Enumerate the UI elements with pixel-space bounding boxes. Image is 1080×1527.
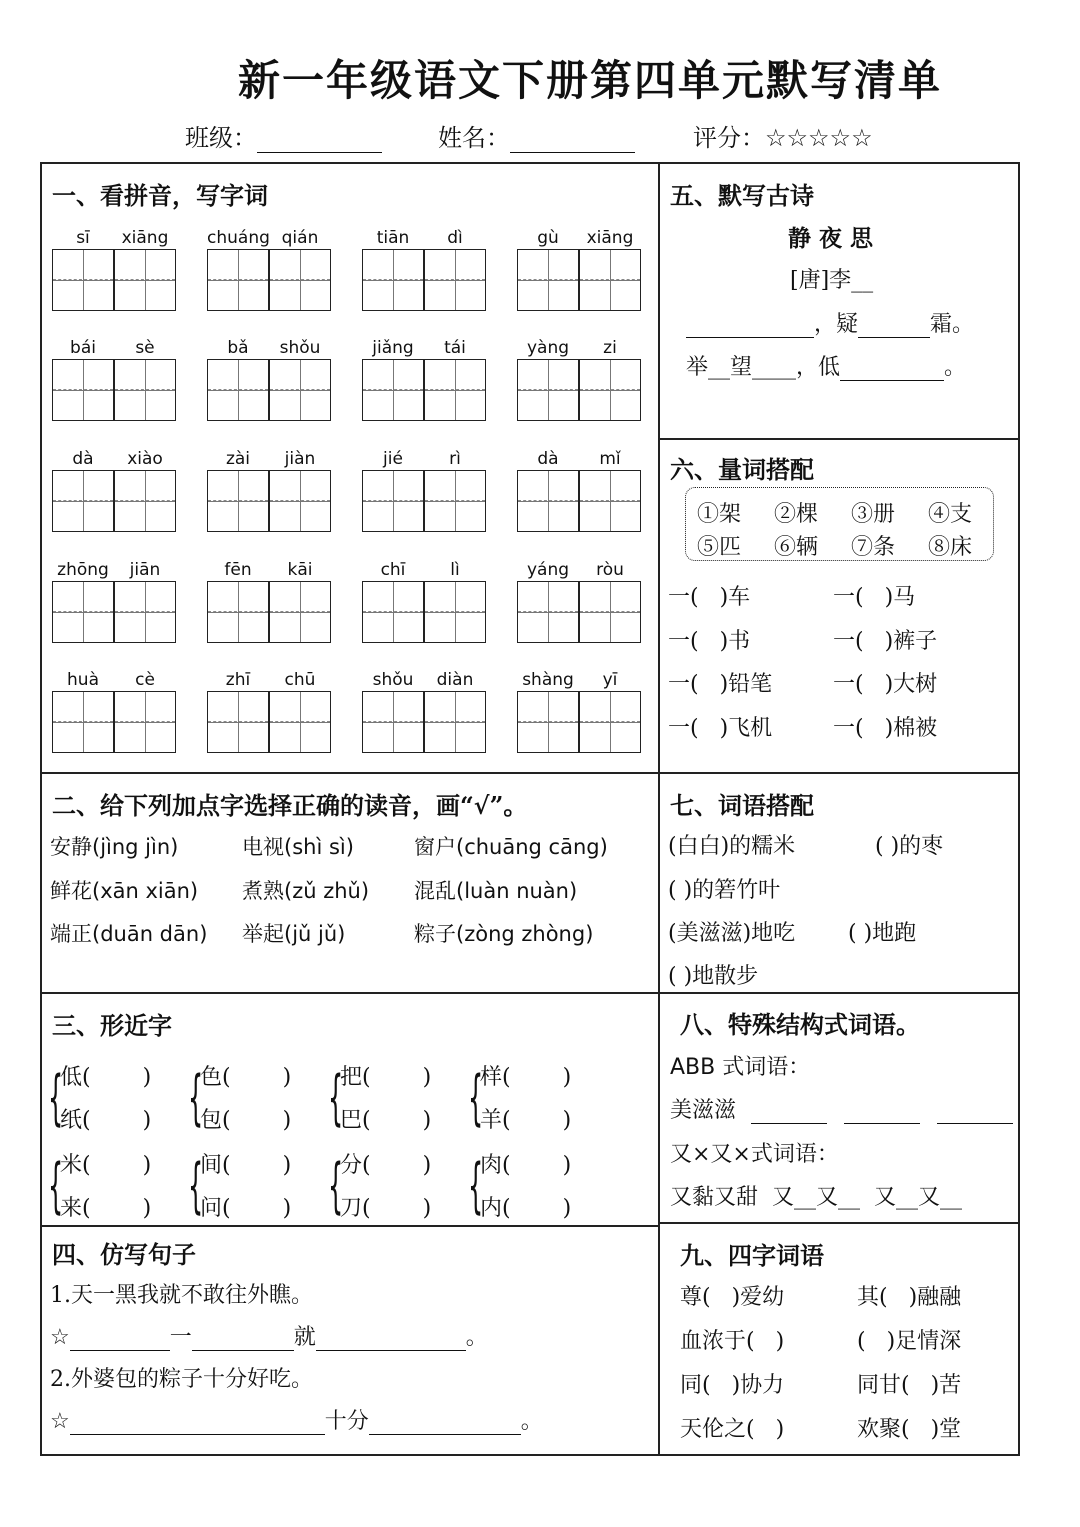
collocation-2: ( )的箬竹叶 [668, 878, 781, 903]
paren-close: ) [142, 1196, 152, 1221]
pinyin-label: gù [537, 228, 559, 248]
similar-char-item [200, 1191, 291, 1222]
pronunciation-option[interactable]: 混乱(luàn nuàn) [414, 879, 578, 903]
char-label: 间( [200, 1153, 231, 1178]
writing-grid[interactable] [579, 581, 641, 643]
char-label: 色( [200, 1065, 231, 1090]
char-label: 分( [340, 1153, 371, 1178]
section-7-heading: 七、词语搭配 [670, 791, 814, 820]
blank[interactable] [844, 1103, 920, 1124]
score-field [693, 118, 873, 153]
writing-grid[interactable] [114, 581, 176, 643]
idiom-item[interactable]: 天伦之( ) [680, 1417, 785, 1442]
pinyin-label: chī [380, 560, 406, 580]
paren-close: ) [422, 1153, 432, 1178]
pronunciation-option[interactable]: 窗户(chuāng cāng) [414, 835, 608, 859]
pinyin-label: jiǎng [372, 338, 414, 358]
pinyin-label: dà [72, 449, 94, 469]
similar-char-item [200, 1103, 291, 1134]
writing-grid[interactable] [114, 249, 176, 311]
poem-line-2 [686, 350, 966, 381]
writing-grid[interactable] [207, 359, 269, 421]
collocation-1a: (白白)的糯米 [668, 834, 796, 859]
pinyin-label: zhōng [57, 560, 109, 580]
brace-icon: { [328, 1063, 344, 1133]
char-label: 问( [200, 1196, 231, 1221]
idiom-item[interactable]: 欢聚( )堂 [857, 1417, 962, 1442]
writing-grid[interactable] [269, 249, 331, 311]
writing-grid[interactable] [207, 249, 269, 311]
writing-grid[interactable] [579, 249, 641, 311]
similar-char-item [480, 1103, 571, 1134]
brace-icon: { [468, 1151, 484, 1221]
writing-grid[interactable] [517, 470, 579, 532]
brace-icon: { [468, 1063, 484, 1133]
paren-close: ) [562, 1065, 572, 1090]
divider [40, 992, 658, 994]
similar-char-item [60, 1191, 151, 1222]
writing-grid[interactable] [207, 581, 269, 643]
writing-grid[interactable] [207, 470, 269, 532]
name-label: 姓名： [438, 124, 510, 152]
paren-close: ) [142, 1108, 152, 1133]
idiom-item[interactable]: 其( )融融 [857, 1285, 962, 1310]
idiom-item[interactable]: 同甘( )苦 [857, 1373, 962, 1398]
writing-grid[interactable] [114, 470, 176, 532]
pinyin-label: fēn [224, 560, 252, 580]
paren-close: ) [422, 1108, 432, 1133]
pinyin-label: sī [76, 228, 90, 248]
column-divider [658, 162, 660, 1456]
paren-close: ) [282, 1196, 292, 1221]
pinyin-label: yàng [526, 338, 570, 358]
writing-grid[interactable] [424, 691, 486, 753]
paren-close: ) [142, 1153, 152, 1178]
word-shifen: 十分 [324, 1409, 369, 1434]
pinyin-label: huà [67, 670, 99, 690]
collocation-1b: ( )的枣 [875, 834, 944, 859]
similar-char-item [60, 1103, 151, 1134]
pronunciation-option[interactable]: 电视(shì sì) [242, 835, 354, 859]
blank[interactable] [316, 1330, 466, 1351]
section-8-heading: 八、特殊结构式词语。 [680, 1010, 920, 1039]
idiom-item[interactable]: 血浓于( ) [680, 1329, 785, 1354]
section-4-heading: 四、仿写句子 [52, 1240, 196, 1269]
measure-word: ⑤匹 [697, 535, 742, 560]
period: 。 [465, 1325, 488, 1350]
similar-char-item [200, 1148, 291, 1179]
paren-close: ) [282, 1108, 292, 1133]
measure-pair[interactable]: 一( )裤子 [833, 628, 938, 654]
writing-grid[interactable] [517, 581, 579, 643]
pinyin-label: kāi [287, 560, 313, 580]
blank[interactable] [751, 1103, 827, 1124]
char-label: 低( [60, 1065, 91, 1090]
writing-grid[interactable] [52, 359, 114, 421]
paren-close: ) [562, 1153, 572, 1178]
idiom-item[interactable]: 同( )协力 [680, 1373, 785, 1398]
similar-char-item [480, 1191, 571, 1222]
measure-word: ⑧床 [928, 535, 973, 560]
blank[interactable] [70, 1330, 170, 1351]
pinyin-label: chū [284, 670, 316, 690]
writing-grid[interactable] [424, 470, 486, 532]
divider [658, 438, 1020, 440]
measure-pair[interactable]: 一( )马 [833, 585, 916, 610]
class-label: 班级： [185, 124, 257, 152]
period: 。 [520, 1409, 543, 1434]
blank[interactable] [858, 317, 930, 338]
pronunciation-option[interactable]: 粽子(zòng zhòng) [414, 922, 594, 946]
measure-pair[interactable]: 一( )书 [668, 628, 751, 654]
imitation-line-1 [50, 1320, 488, 1351]
class-field [185, 118, 382, 153]
brace-icon: { [328, 1151, 344, 1221]
pinyin-label: mǐ [599, 449, 621, 469]
blank[interactable] [192, 1330, 294, 1351]
writing-grid[interactable] [52, 470, 114, 532]
measure-pair[interactable]: 一( )车 [668, 585, 751, 610]
pinyin-label: shǒu [279, 338, 321, 358]
similar-char-item [200, 1060, 291, 1091]
measure-pair[interactable]: 一( )飞机 [668, 715, 773, 741]
pinyin-label: yáng [526, 560, 570, 580]
blank[interactable] [686, 317, 814, 338]
pinyin-label: bái [70, 338, 96, 358]
char-label: 巴( [340, 1108, 371, 1133]
brace-icon: { [48, 1151, 64, 1221]
abb-label: ABB 式词语： [670, 1055, 811, 1080]
pronunciation-option[interactable]: 举起(jǔ jǔ) [242, 922, 346, 946]
word-jiu: 就 [293, 1325, 316, 1350]
poem-text: 霜。 [930, 312, 975, 337]
poem-text: ，疑 [814, 312, 859, 337]
char-label: 包( [200, 1108, 231, 1133]
writing-grid[interactable] [362, 249, 424, 311]
yxyx-label: 又×又×式词语： [670, 1142, 839, 1167]
pinyin-label: zhī [225, 670, 251, 690]
measure-pair[interactable]: 一( )大树 [833, 672, 938, 697]
paren-close: ) [142, 1065, 152, 1090]
brace-icon: { [188, 1151, 204, 1221]
blank[interactable] [840, 360, 944, 381]
writing-grid[interactable] [269, 581, 331, 643]
blank[interactable] [369, 1414, 521, 1435]
char-label: 肉( [480, 1153, 511, 1178]
collocation-4: ( )地散步 [668, 964, 759, 989]
paren-close: ) [282, 1065, 292, 1090]
score-stars: ☆☆☆☆☆ [765, 124, 873, 152]
idiom-item[interactable]: ( )足情深 [857, 1329, 962, 1354]
abb-line [670, 1093, 1013, 1124]
paren-close: ) [562, 1108, 572, 1133]
writing-grid[interactable] [207, 691, 269, 753]
paren-close: ) [282, 1153, 292, 1178]
char-label: 米( [60, 1153, 91, 1178]
writing-grid[interactable] [52, 581, 114, 643]
pronunciation-option[interactable]: 安静(jìng jìn) [50, 835, 179, 859]
writing-grid[interactable] [517, 249, 579, 311]
similar-char-item [60, 1148, 151, 1179]
writing-grid[interactable] [362, 581, 424, 643]
pinyin-label: qián [281, 228, 319, 248]
pinyin-label: lì [450, 560, 460, 580]
pinyin-label: rì [449, 449, 461, 469]
writing-grid[interactable] [269, 359, 331, 421]
score-label: 评分： [693, 124, 765, 152]
pinyin-label: diàn [436, 670, 474, 690]
measure-word: ⑥辆 [774, 535, 819, 560]
imitation-line-2 [50, 1404, 543, 1435]
writing-grid[interactable] [52, 249, 114, 311]
section-5-heading: 五、默写古诗 [670, 181, 814, 210]
writing-grid[interactable] [517, 691, 579, 753]
pronunciation-option[interactable]: 煮熟(zǔ zhǔ) [242, 879, 370, 903]
word-yi: 一 [169, 1325, 192, 1350]
pinyin-label: tái [444, 338, 466, 358]
star-icon: ☆ [50, 1325, 70, 1350]
collocation-3b: ( )地跑 [848, 921, 917, 946]
char-label: 羊( [480, 1108, 511, 1133]
measure-word: ⑦条 [851, 535, 896, 560]
pronunciation-option[interactable]: 鲜花(xān xiān) [50, 879, 199, 903]
pinyin-label: zi [603, 338, 617, 358]
section-6-heading: 六、量词搭配 [670, 455, 814, 484]
paren-close: ) [422, 1065, 432, 1090]
writing-grid[interactable] [362, 359, 424, 421]
writing-grid[interactable] [424, 359, 486, 421]
name-blank[interactable] [510, 132, 635, 153]
pinyin-label: jiàn [284, 449, 316, 469]
divider [40, 1225, 658, 1227]
poem-text: 举__望____，低 [686, 355, 841, 380]
section-9-heading: 九、四字词语 [680, 1241, 824, 1270]
writing-grid[interactable] [362, 470, 424, 532]
measure-word: ③册 [851, 502, 896, 527]
char-label: 来( [60, 1196, 91, 1221]
collocation-3a: (美滋滋)地吃 [668, 921, 796, 946]
section-3-heading: 三、形近字 [52, 1011, 172, 1040]
paren-close: ) [422, 1196, 432, 1221]
pinyin-label: tiān [376, 228, 410, 248]
measure-word: ②棵 [774, 502, 819, 527]
similar-char-item [60, 1060, 151, 1091]
writing-grid[interactable] [579, 691, 641, 753]
pinyin-label: jié [383, 449, 403, 469]
writing-grid[interactable] [114, 359, 176, 421]
pinyin-label: shàng [522, 670, 574, 690]
similar-char-item [340, 1191, 431, 1222]
blank[interactable] [937, 1103, 1013, 1124]
writing-grid[interactable] [517, 359, 579, 421]
brace-icon: { [188, 1063, 204, 1133]
pinyin-label: xiāng [121, 228, 169, 248]
pinyin-label: xiào [127, 449, 163, 469]
measure-word: ④支 [928, 502, 973, 527]
sentence-1: 1.天一黑我就不敢往外瞧。 [50, 1283, 313, 1308]
section-1-heading: 一、看拼音，写字词 [52, 181, 268, 210]
poem-author: [唐]李__ [790, 268, 874, 293]
char-label: 样( [480, 1065, 511, 1090]
similar-char-item [480, 1148, 571, 1179]
char-label: 把( [340, 1065, 371, 1090]
pinyin-label: jiān [129, 560, 161, 580]
pinyin-label: chuáng [207, 228, 270, 248]
pronunciation-option[interactable]: 端正(duān dān) [50, 922, 208, 946]
name-field [438, 118, 635, 153]
pinyin-label: zài [225, 449, 251, 469]
abb-example: 美滋滋 [670, 1098, 737, 1123]
page-title: 新一年级语文下册第四单元默写清单 [237, 56, 942, 105]
pinyin-label: dà [537, 449, 559, 469]
pinyin-label: dì [447, 228, 463, 248]
similar-char-item [480, 1060, 571, 1091]
pinyin-label: shǒu [372, 670, 414, 690]
similar-char-item [340, 1103, 431, 1134]
writing-grid[interactable] [424, 249, 486, 311]
measure-pair[interactable]: 一( )铅笔 [668, 672, 773, 697]
yxyx-line: 又黏又甜 又__又__ 又__又__ [670, 1185, 962, 1210]
idiom-item[interactable]: 尊( )爱幼 [680, 1285, 785, 1310]
divider [658, 1222, 1020, 1224]
poem-title: 静 夜 思 [788, 225, 874, 252]
poem-line-1 [686, 307, 974, 338]
pinyin-label: ròu [596, 560, 624, 580]
poem-text: 。 [944, 355, 967, 380]
class-blank[interactable] [257, 132, 382, 153]
writing-grid[interactable] [579, 359, 641, 421]
char-label: 刀( [340, 1196, 371, 1221]
writing-grid[interactable] [579, 470, 641, 532]
writing-grid[interactable] [269, 470, 331, 532]
divider [658, 772, 1020, 774]
paren-close: ) [562, 1196, 572, 1221]
writing-grid[interactable] [52, 691, 114, 753]
pinyin-label: xiāng [586, 228, 634, 248]
star-icon: ☆ [50, 1409, 70, 1434]
measure-word: ①架 [697, 502, 742, 527]
char-label: 纸( [60, 1108, 91, 1133]
sentence-2: 2.外婆包的粽子十分好吃。 [50, 1367, 313, 1392]
similar-char-item [340, 1060, 431, 1091]
pinyin-label: cè [135, 670, 155, 690]
divider [658, 992, 1020, 994]
writing-grid[interactable] [114, 691, 176, 753]
pinyin-label: sè [135, 338, 155, 358]
blank[interactable] [70, 1414, 325, 1435]
section-2-heading: 二、给下列加点字选择正确的读音，画“√”。 [52, 791, 528, 820]
similar-char-item [340, 1148, 431, 1179]
brace-icon: { [48, 1063, 64, 1133]
char-label: 内( [480, 1196, 511, 1221]
writing-grid[interactable] [269, 691, 331, 753]
divider [40, 772, 658, 774]
writing-grid[interactable] [424, 581, 486, 643]
pinyin-label: bǎ [227, 338, 249, 358]
pinyin-label: yī [602, 670, 618, 690]
writing-grid[interactable] [362, 691, 424, 753]
measure-pair[interactable]: 一( )棉被 [833, 715, 938, 741]
